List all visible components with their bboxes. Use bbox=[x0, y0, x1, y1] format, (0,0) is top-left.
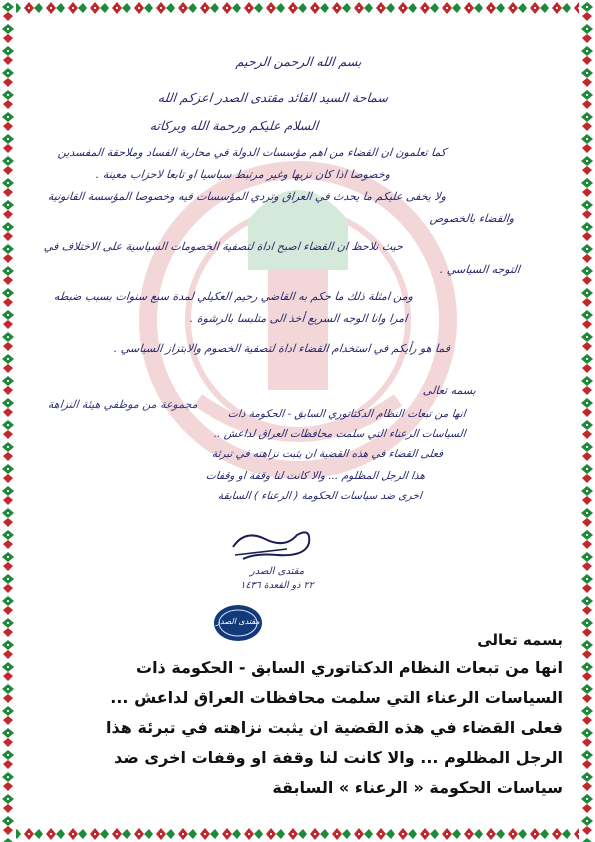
reply-line-handwritten: هذا الرجل المظلوم ... والا كانت لنا وقفة او وقفات bbox=[205, 470, 426, 482]
decorative-border-right bbox=[579, 0, 595, 842]
letter-line: والقضاء بالخصوص bbox=[429, 212, 515, 225]
decorative-border-left bbox=[0, 0, 16, 842]
letter-line: التوجه السياسي . bbox=[439, 263, 521, 276]
reply-line-handwritten: السياسات الرعناء التي سلمت محافظات العراق لداعش .. bbox=[213, 428, 467, 440]
basmala: بسم الله الرحمن الرحيم bbox=[235, 54, 363, 69]
letter-line: وخصوصا اذا كان نزيها وغير مرتبط سياسيا او تابعا لاحزاب معينة . bbox=[95, 168, 391, 181]
typed-line: السياسات الرعناء التي سلمت محافظات العراق لداعش ... bbox=[110, 688, 563, 707]
letter-line: كما تعلمون ان القضاء من اهم مؤسسات الدولة في محاربة الفساد وملاحقة المفسدين bbox=[57, 146, 447, 159]
letter-line: امرا وانا الوجه السريع أخذ الى متلبسا بالرشوة . bbox=[189, 312, 409, 325]
seal-text: مقتدى الصدر bbox=[216, 617, 260, 626]
greeting-line: السلام عليكم ورحمة الله وبركاته bbox=[149, 118, 320, 133]
reply-line-handwritten: اخرى ضد سياسات الحكومة ( الرعناء ) السابقة bbox=[217, 490, 423, 502]
reply-line-handwritten: انها من تبعات النظام الدكتاتوري السابق - الحكومة ذات bbox=[227, 408, 467, 420]
decorative-border-bottom bbox=[0, 826, 595, 842]
sender-note: مجموعة من موظفي هيئة النزاهة bbox=[47, 398, 199, 411]
address-line: سماحة السيد القائد مقتدى الصدر اعزكم الله bbox=[157, 90, 389, 105]
letter-line: فما هو رأيكم في استخدام القضاء اداة لتصفية الخصوم والابتزاز السياسي . bbox=[113, 342, 451, 355]
typed-line: انها من تبعات النظام الدكتاتوري السابق - الحكومة ذات bbox=[135, 658, 563, 677]
signature-name: مقتدى الصدر bbox=[249, 566, 305, 577]
decorative-border-top bbox=[0, 0, 595, 16]
letter-line: حيث نلاحظ ان القضاء اصبح اداة لتصفية الخصومات السياسية على الاختلاف في bbox=[43, 240, 404, 253]
typed-heading: بسمه تعالى bbox=[477, 631, 563, 649]
reply-line-handwritten: فعلى القضاء في هذه القضية ان يثبت نزاهته في تبرئة bbox=[211, 448, 444, 460]
reply-heading-handwritten: بسمه تعالى bbox=[422, 384, 477, 397]
letter-line: ومن امثلة ذلك ما حكم به القاضي رحيم العكيلي لمدة سبع سنوات بسبب ضبطه bbox=[53, 290, 414, 303]
letter-line: ولا يخفى عليكم ما يحدث في العراق وتردي المؤسسات فيه وخصوصا المؤسسة القانونية bbox=[47, 190, 447, 203]
typed-line: سياسات الحكومة « الرعناء » السابقة bbox=[272, 778, 563, 797]
signature-date: ٢٢ ذو القعدة ١٤٣٦ bbox=[240, 580, 314, 591]
handwritten-signature bbox=[225, 525, 315, 565]
typed-line: الرجل المظلوم ... والا كانت لنا وقفة او وقفات اخرى ضد bbox=[114, 748, 563, 767]
typed-line: فعلى القضاء في هذه القضية ان يثبت نزاهته في تبرئة هذا bbox=[106, 718, 563, 737]
